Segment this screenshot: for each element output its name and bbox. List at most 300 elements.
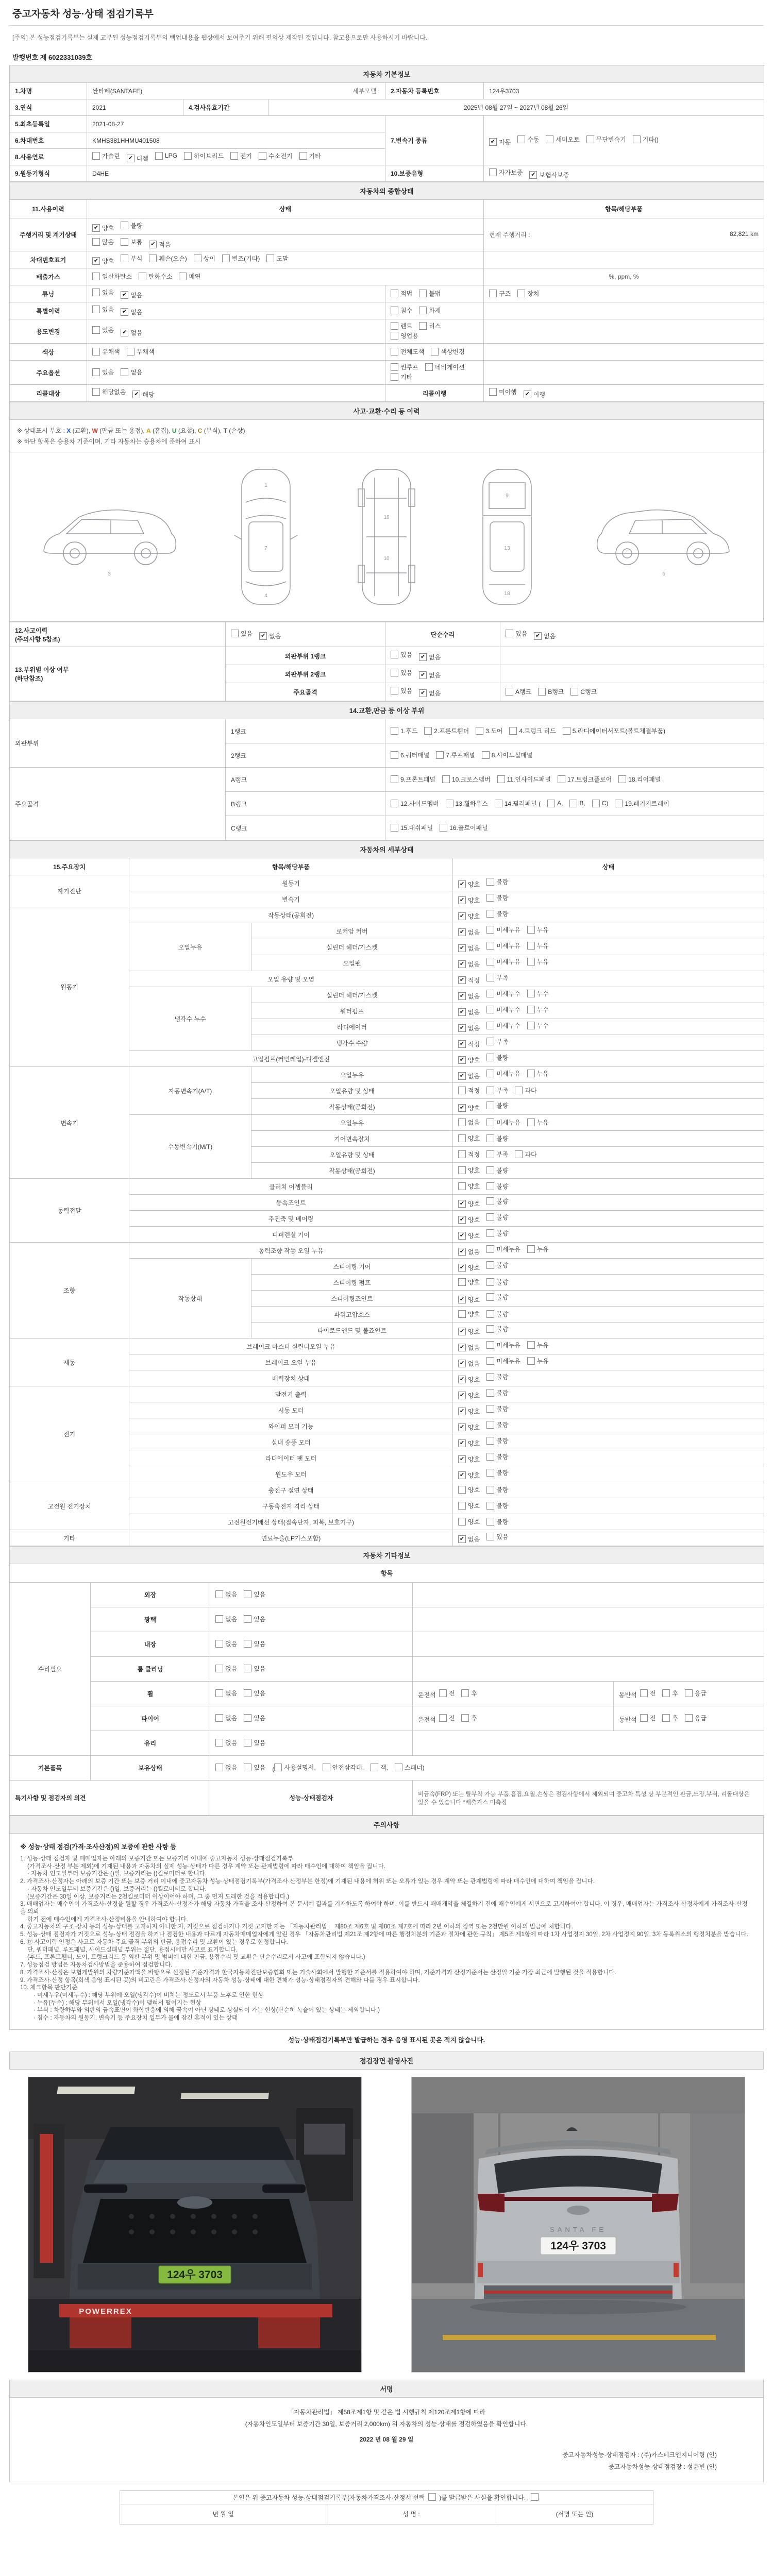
device-group-label: 기타 [10,1530,129,1546]
checkbox-option[interactable]: ✔ 이행 [524,390,545,399]
checkbox-option[interactable]: 있음 [231,629,253,638]
device-item-label: 로커암 커버 [251,923,453,939]
checkbox-option[interactable]: 부족 [486,1150,508,1159]
checkbox-option[interactable]: 있음 [92,368,114,377]
checkbox-option[interactable]: ✔ 양호 [458,896,480,905]
device-item-state [453,1163,764,1179]
checkbox-option[interactable]: 도말 [266,254,288,263]
checkbox-option[interactable]: 양호 [458,1182,480,1191]
rank-name: 주요골격 [226,683,385,701]
checkbox-option[interactable]: 후 [461,1714,477,1722]
checkbox-option[interactable]: 침수 [391,306,412,315]
checkbox-option[interactable]: 양호 [458,1166,480,1175]
checkbox-option[interactable]: 불법 [419,289,441,298]
warranty-checkbox[interactable]: ✔ 보험사보증 [529,171,569,179]
part-checkbox[interactable]: 3.도어 [476,726,502,735]
device-item-label: 워터펌프 [251,1003,453,1019]
checkbox-option[interactable]: ✔ 없음 [121,291,142,299]
checkbox-option[interactable]: 불량 [486,1325,508,1333]
caution-line: 1. 성능·상태 점검자 및 매매업자는 아래의 보증기간 또는 보증거리 이내에 중고자동차 성능·상태점검기록부 [20,1856,294,1862]
checkbox-option[interactable]: 없음 [215,1639,237,1648]
checkbox-option[interactable]: 미세누수 [486,1005,520,1014]
checkbox-option[interactable]: 불량 [486,1101,508,1110]
checkbox-option[interactable]: ✔ 양호 [458,1215,480,1224]
checkbox-option[interactable]: 해당없음 [92,387,126,396]
checkbox-option[interactable]: 미세누유 [486,1069,520,1078]
fuel-checkbox[interactable]: 기타 [299,151,321,160]
sign-inspection-center: 중고자동차성능·상태점검장 : 성윤빈 (인) [608,2463,717,2470]
device-mid-label: 수동변속기(M/T) [129,1115,251,1179]
checkbox-option[interactable]: 기타 [391,372,412,381]
accident-header-table [9,402,764,420]
checkbox-option[interactable]: ✔ 없음 [458,1024,480,1032]
checkbox-option[interactable]: ✔ 양호 [458,1295,480,1304]
major-device-column: 15.주요장치 [10,858,129,875]
repair-item-options [210,1657,413,1682]
checkbox-option[interactable]: 무채색 [127,347,155,356]
part-checkbox[interactable]: 17.트렁크플로어 [558,775,612,784]
checkbox-option[interactable]: 불량 [486,1213,508,1222]
checkbox-option[interactable]: 일산화탄소 [92,272,132,281]
panel-group-label: 외판부위 [10,719,226,768]
part-checkbox[interactable]: C) [592,800,609,807]
checkbox-option[interactable]: 양호 [458,1278,480,1286]
checkbox-option[interactable]: 불량 [486,1229,508,1238]
damage-code-U: U [172,427,177,434]
part-checkbox[interactable]: 8.사이드실패널 [482,751,533,759]
checkbox-option[interactable]: 부식 [121,254,142,263]
checkbox-option[interactable]: 화재 [419,306,441,315]
checkbox-option[interactable]: 보통 [121,238,142,246]
checkbox-option[interactable]: 있음 [244,1689,265,1698]
recall-options [87,385,385,402]
checkbox-option[interactable]: 불량 [486,1197,508,1206]
car-damage-diagrams [9,452,764,622]
part-checkbox[interactable]: 14.필러패널 ( [495,799,541,808]
checkbox-option[interactable]: ✔ 없음 [458,960,480,969]
device-item-state [453,1115,764,1131]
device-mid-label: 냉각수 누수 [129,987,251,1051]
checkbox-option[interactable]: 미세누유 [486,941,520,950]
checkbox-option[interactable]: 전 [439,1689,455,1698]
checkbox-option[interactable]: 미세누유 [486,957,520,966]
device-item-label: 스티어링조인트 [251,1291,453,1307]
confirm-name-field[interactable]: 성 명 : [326,2504,496,2524]
device-group-label: 제동 [10,1338,129,1386]
checkbox-option[interactable]: 없음 [215,1590,237,1599]
warranty-checkbox[interactable]: 자가보증 [489,168,523,177]
part-checkbox[interactable]: 6.쿼터패널 [391,751,429,759]
checkbox-option[interactable]: 적법 [391,289,412,298]
checkbox-option[interactable]: 양호 [458,1485,480,1494]
checkbox-option[interactable]: 불량 [486,1420,508,1429]
checkbox-option[interactable]: B랭크 [538,687,564,696]
accessory-checkbox[interactable]: 스패너) [395,1763,425,1772]
device-item-state [453,1386,764,1402]
checkbox-option[interactable]: ✔ 없음 [259,632,281,640]
checkbox-option[interactable]: 전체도색 [391,347,424,356]
checkbox-option[interactable]: 후 [461,1689,477,1698]
checkbox-option[interactable]: 매연 [179,272,200,281]
checkbox-option[interactable]: 후 [662,1714,678,1722]
checkbox-option[interactable]: ✔ 양호 [458,1375,480,1384]
checkbox-option[interactable]: 구조 [489,289,511,298]
checkbox-option[interactable]: ✔ 양호 [458,1231,480,1240]
checkbox-option[interactable]: 전 [640,1689,656,1698]
inspector-remarks: 비금속(FRP) 또는 탈부착 가능 부품,흠집,요철,손상은 점검사항에서 제외되며 중고차 특성 상 부분적인 판금,도장,부식, 리콜대상은 있을 수 있습니다 *배출가스 미측정 [413,1781,764,1816]
checkbox-option[interactable]: 불량 [486,1182,508,1191]
checkbox-option[interactable]: 불량 [486,1372,508,1381]
device-item-label: 냉각수 수량 [251,1035,453,1051]
checkbox-option[interactable]: 불량 [486,1310,508,1318]
emission-values: %, ppm, % [484,268,764,285]
checkbox-option[interactable]: 적정 [458,1150,480,1159]
accident-history-section [9,402,764,420]
checkbox-option[interactable]: ✔ 적정 [458,976,480,985]
part-checkbox[interactable]: 2.프론트휀더 [424,726,469,735]
vin-value: KMHS381HHMU401508 [87,132,385,149]
checkbox-option[interactable]: 있음 [92,288,114,297]
part-checkbox[interactable]: 19.패키지트레이 [615,799,669,808]
fuel-checkbox[interactable]: 하이브리드 [184,151,224,160]
vin-label: 6.차대번호 [10,132,87,149]
device-item-label: 타이로드엔드 및 볼죠인트 [251,1323,453,1338]
checkbox-option[interactable]: 장치 [517,289,539,298]
checkbox-option[interactable]: 미세누수 [486,1021,520,1030]
part-checkbox[interactable]: B, [569,800,585,807]
repair-item-label: 휠 [91,1682,210,1706]
checkbox-option[interactable]: 불량 [486,1404,508,1413]
repair-item-options [210,1583,413,1607]
svg-text:4: 4 [264,593,267,599]
year-label: 3.연식 [10,99,87,116]
checkbox-option[interactable]: 없음 [121,368,142,377]
checkbox-option[interactable]: 누유 [527,1069,549,1078]
checkbox-option[interactable]: 과다 [515,1150,536,1159]
checkbox-option[interactable]: 없음 [215,1763,237,1772]
checkbox-option[interactable]: ✔ 없음 [458,1247,480,1256]
checkbox-option[interactable]: 미세누유 [486,925,520,934]
caution-line: 4. 중고자동차의 구조·장치 등의 성능·상태를 고지하지 아니한 자, 거짓으로 점검하거나 거짓 고지한 자는 「자동차관리법」 제80조 제6호 및 제80조 제7호에 따라 2년 이하의 징역 또는 2천만원 이하의 벌금에 처합니다. [20,1924,573,1930]
usage-row-right [484,285,764,302]
sign-legal-line2: (자동차인도일부터 보증기간 30일, 보증거리 2,000km) 위 자동차의 성능·상태를 점검하였음을 확인합니다. [245,2420,528,2428]
checkbox-option[interactable]: ✔ 해당 [132,390,154,399]
device-item-state [453,1147,764,1163]
device-item-state [453,1482,764,1498]
usage-row-label: 용도변경 [10,319,87,344]
checkbox-option[interactable]: ✔ 양호 [92,224,114,232]
rank-parts [385,719,764,743]
checkbox-option[interactable]: 불량 [486,1388,508,1397]
checkbox-option[interactable]: 영업용 [391,331,418,340]
emission-label: 배출가스 [10,268,87,285]
accessory-checkbox[interactable]: 사용설명서, [274,1763,315,1772]
checkbox-option[interactable]: 부족 [486,1086,508,1095]
checkbox-option[interactable]: 훼손(오손) [149,254,187,263]
checkbox-option[interactable]: ✔ 없음 [419,653,441,662]
rank-label: B랭크 [226,792,385,816]
checkbox-option[interactable]: 있음 [486,1532,508,1541]
passenger-side-options: 동반석 전 후 응급 [614,1706,764,1731]
checkbox-option[interactable]: 불량 [486,1485,508,1494]
part-checkbox[interactable]: 9.프론트패널 [391,775,435,784]
checkbox-option[interactable]: ✔ 없음 [458,1359,480,1368]
checkbox-option[interactable]: 과다 [515,1086,536,1095]
checkbox-option[interactable]: 네비게이션 [425,363,465,371]
checkbox-option[interactable]: 누유 [527,925,549,934]
panel-group-label: 주요골격 [10,768,226,840]
checkbox-option[interactable]: ✔ 양호 [458,1199,480,1208]
checkbox-option[interactable]: ✔ 없음 [458,1535,480,1544]
device-item-label: 구동축전지 격리 상태 [129,1498,453,1514]
caution-section [9,1816,764,1834]
checkbox-option[interactable]: 탄화수소 [139,272,172,281]
part-checkbox[interactable]: 16.플로어패널 [440,823,488,832]
checkbox-option[interactable]: C랭크 [570,687,597,696]
part-checkbox[interactable]: 1.후드 [391,726,417,735]
device-item-state [453,1099,764,1115]
checkbox-option[interactable]: 없음 [458,1118,480,1127]
device-item-label: 파워고압호스 [251,1307,453,1323]
checkbox-option[interactable]: 있음 [244,1738,265,1747]
checkbox-option[interactable]: 부족 [486,973,508,982]
checkbox-option[interactable]: 있음 [244,1763,265,1772]
checkbox-option[interactable]: ✔ 양호 [458,1104,480,1112]
checkbox-option[interactable]: 누유 [527,1245,549,1253]
car-diagram-underbody-icon [348,462,425,612]
checkbox-option[interactable]: ✔ 없음 [458,1072,480,1080]
checkbox-option[interactable]: 미세누유 [486,1118,520,1127]
fuel-checkbox[interactable]: 수소전기 [259,151,292,160]
part-checkbox[interactable]: 10.크로스멤버 [442,775,491,784]
checkbox-option[interactable]: ✔ 양호 [458,1423,480,1432]
checkbox-option[interactable]: 누유 [527,1341,549,1349]
checkbox-option[interactable]: 부족 [486,1037,508,1046]
checkbox-option[interactable]: 양호 [458,1517,480,1526]
checkbox-option[interactable]: 양호 [458,1501,480,1510]
usage-history-label: 11.사용이력 [10,200,87,218]
sign-bar-table [9,2380,764,2398]
checkbox-option[interactable]: ✔ 적정 [458,1040,480,1048]
checkbox-option[interactable]: 미세누유 [486,1245,520,1253]
fuel-checkbox[interactable]: 가솔린 [92,151,120,160]
checkbox-option[interactable]: 있음 [92,326,114,334]
state-column: 상태 [453,858,764,875]
checkbox-option[interactable]: 미세누유 [486,1357,520,1365]
rank-name: 외판부위 2랭크 [226,665,385,683]
price-report-checkbox[interactable] [428,2493,436,2501]
part-checkbox[interactable]: 4.트렁크 리드 [509,726,556,735]
checkbox-option[interactable]: 없음 [215,1738,237,1747]
device-mid-label: 작동상태 [129,1259,251,1338]
checkbox-option[interactable]: 불량 [486,1452,508,1461]
checkbox-option[interactable]: 누수 [527,989,549,998]
checkbox-option[interactable]: 있음 [391,686,412,695]
checkbox-option[interactable]: 누유 [527,1357,549,1365]
checkbox-option[interactable]: ✔ 없음 [419,671,441,680]
part-checkbox[interactable]: A, [547,800,563,807]
checkbox-option[interactable]: ✔ 양호 [92,257,114,265]
checkbox-option[interactable]: 렌트 [391,321,412,330]
checkbox-option[interactable]: ✔ 양호 [458,880,480,889]
checkbox-option[interactable]: 불량 [486,1436,508,1445]
checkbox-option[interactable]: 불량 [486,1501,508,1510]
checkbox-option[interactable]: 없음 [215,1689,237,1698]
checkbox-option[interactable]: 있음 [244,1714,265,1722]
checkbox-option[interactable]: ✔ 없음 [458,992,480,1001]
checkbox-option[interactable]: ✔ 양호 [458,1455,480,1464]
usage-row-mid [385,361,484,385]
driver-side-options: 운전석 전 후 [413,1682,614,1706]
checkbox-option[interactable]: A랭크 [506,687,531,696]
checkbox-option[interactable]: 양호 [458,1310,480,1318]
part-checkbox[interactable]: 7.루프패널 [436,751,475,759]
checkbox-option[interactable]: 불량 [486,1261,508,1269]
inspection-report-page [9,0,764,2524]
checkbox-option[interactable]: 불량 [486,1134,508,1143]
checkbox-option[interactable]: 있음 [391,668,412,677]
checkbox-option[interactable]: 불량 [486,1517,508,1526]
accessory-checkbox[interactable]: 안전삼각대, [323,1763,364,1772]
checkbox-option[interactable]: ✔ 양호 [458,1407,480,1416]
checkbox-option[interactable]: 없음 [215,1714,237,1722]
usage-row-right [484,361,764,385]
checkbox-option[interactable]: 있음 [244,1639,265,1648]
checkbox-option[interactable]: 리스 [419,321,441,330]
checkbox-option[interactable]: 전 [439,1714,455,1722]
part-checkbox[interactable]: 13.휠하우스 [446,799,488,808]
checkbox-option[interactable]: ✔ 양호 [458,1439,480,1448]
transmission-checkbox[interactable]: 무단변속기 [586,135,626,144]
exchange-panel-table [9,701,764,840]
fuel-checkbox[interactable]: ✔ 디젤 [127,154,148,163]
checkbox-option[interactable]: 있음 [244,1590,265,1599]
checkbox-option[interactable]: 누수 [527,1021,549,1030]
confirm-date-field[interactable]: 년 월 일 [120,2504,326,2524]
checkbox-option[interactable]: 변조(기타) [222,254,260,263]
device-item-state [453,1035,764,1051]
checkbox-option[interactable]: ✔ 적음 [149,240,171,249]
usage-row-right [484,302,764,319]
title-divider [9,25,764,26]
damage-code-A: A [146,427,151,434]
checkbox-option[interactable]: 상이 [194,254,215,263]
checkbox-option[interactable]: 전 [640,1714,656,1722]
checkbox-option[interactable]: 썬루프 [391,363,418,371]
checkbox-option[interactable]: ✔ 없음 [458,928,480,937]
part-checkbox[interactable]: 15.대쉬패널 [391,823,433,832]
confirm-checkbox[interactable] [531,2493,539,2501]
repair-item-label: 유리 [91,1731,210,1756]
checkbox-option[interactable]: ✔ 없음 [458,944,480,953]
checkbox-option[interactable]: ✔ 없음 [121,308,142,316]
checkbox-option[interactable]: 있음 [244,1664,265,1673]
device-item-label: 기어변속장치 [251,1131,453,1147]
transmission-checkbox[interactable]: 수동 [517,135,539,144]
checkbox-option[interactable]: 색상변경 [431,347,464,356]
checkbox-option[interactable]: 없음 [215,1615,237,1623]
fuel-checkbox[interactable]: LPG [155,152,177,160]
checkbox-option[interactable]: 미이행 [489,387,517,396]
checkbox-option[interactable]: 불량 [486,909,508,918]
transmission-checkbox[interactable]: 세미오토 [546,135,579,144]
checkbox-option[interactable]: 적정 [458,1086,480,1095]
checkbox-option[interactable]: 불량 [486,877,508,886]
checkbox-option[interactable]: 있음 [92,305,114,314]
device-item-label: 스티어링 기어 [251,1259,453,1275]
part-checkbox[interactable]: 11.인사이드패널 [497,775,551,784]
reg-no-label: 2.자동차 등록번호 [385,83,484,99]
checkbox-option[interactable]: 불량 [486,893,508,902]
checkbox-option[interactable]: 미세누유 [486,1341,520,1349]
rank-state [385,647,500,665]
transmission-checkbox[interactable]: 기타() [633,135,659,144]
checkbox-option[interactable]: ✔ 양호 [458,1471,480,1480]
checkbox-option[interactable]: ✔ 없음 [121,328,142,337]
device-group-label: 변속기 [10,1067,129,1179]
usage-row-state [87,361,385,385]
fuel-checkbox[interactable]: 전기 [230,151,252,160]
transmission-checkbox[interactable]: ✔ 자동 [489,138,511,146]
device-item-label: 작동상태(공회전) [129,907,453,923]
caution-line: 3. 매매업자는 매수인이 가격조사·산정을 원할 경우 가격조사·산정자가 해당 자동차 가격을 조사·산정하여 본 문서에 결과를 기재하도록 하여야 하며, 이를 반드시 매매계약을 체결하기 전에 매수인에게 서면으로 고지하여야 합니다. 이 경우, 매매업자는 가격조사·산정자에게 가격조사·산정을 의뢰 [20,1901,748,1916]
checkbox-option[interactable]: ✔ 양호 [458,1391,480,1400]
checkbox-option[interactable]: ✔ 양호 [458,1327,480,1336]
checkbox-option[interactable]: 불량 [486,1293,508,1301]
device-item-label: 변속기 [129,891,453,907]
checkbox-option[interactable]: ✔ 없음 [458,1343,480,1352]
checkbox-option[interactable]: 유채색 [92,347,120,356]
checkbox-option[interactable]: 있음 [244,1615,265,1623]
usage-row-mid [385,344,484,361]
checkbox-option[interactable]: 불량 [121,221,142,230]
checkbox-option[interactable]: 누수 [527,1005,549,1014]
checkbox-option[interactable]: 불량 [486,1468,508,1477]
checkbox-option[interactable]: 있음 [391,650,412,659]
checkbox-option[interactable]: ✔ 없음 [458,1008,480,1016]
checkbox-option[interactable]: 양호 [458,1134,480,1143]
part-checkbox[interactable]: 5.라디에이터서포트(볼트체결부품) [563,726,665,735]
accessory-checkbox[interactable]: 잭, [371,1763,388,1772]
svg-text:18: 18 [504,591,510,597]
checkbox-option[interactable]: 누유 [527,941,549,950]
checkbox-option[interactable]: ✔ 없음 [419,689,441,698]
checkbox-option[interactable]: 응급 [685,1714,707,1722]
checkbox-option[interactable]: 응급 [685,1689,707,1698]
checkbox-option[interactable]: 후 [662,1689,678,1698]
checkbox-option[interactable]: 누유 [527,957,549,966]
rank-name: 외판부위 1랭크 [226,647,385,665]
part-checkbox[interactable]: 18.리어패널 [618,775,661,784]
checkbox-option[interactable]: 미세누수 [486,989,520,998]
device-item-state [453,1051,764,1067]
checkbox-option[interactable]: 누유 [527,1118,549,1127]
checkbox-option[interactable]: ✔ 없음 [534,632,556,640]
rank-parts [385,792,764,816]
checkbox-option[interactable]: 불량 [486,1166,508,1175]
checkbox-option[interactable]: ✔ 양호 [458,1263,480,1272]
caution-line: 8. 가격조사·산정은 보험개발원의 차량기준가액을 바탕으로 설정된 기준가격과 한국자동차진단보증협회 또는 기술사회에서 발행한 기준서를 적용하여야 하며, 기준가격과 산정기준서는 산정일 기준 가장 최근에 발행된 것을 적용합니다. [20,1969,616,1976]
checkbox-option[interactable]: 많음 [92,238,114,246]
checkbox-option[interactable]: ✔ 양호 [458,912,480,921]
checkbox-option[interactable]: 불량 [486,1278,508,1286]
part-checkbox[interactable]: 12.사이드멤버 [391,799,439,808]
repair-item-options [210,1607,413,1632]
checkbox-option[interactable]: ✔ 양호 [458,1056,480,1064]
checkbox-option[interactable]: 있음 [506,629,527,638]
checkbox-option[interactable]: 불량 [486,1053,508,1062]
checkbox-option[interactable]: 없음 [215,1664,237,1673]
